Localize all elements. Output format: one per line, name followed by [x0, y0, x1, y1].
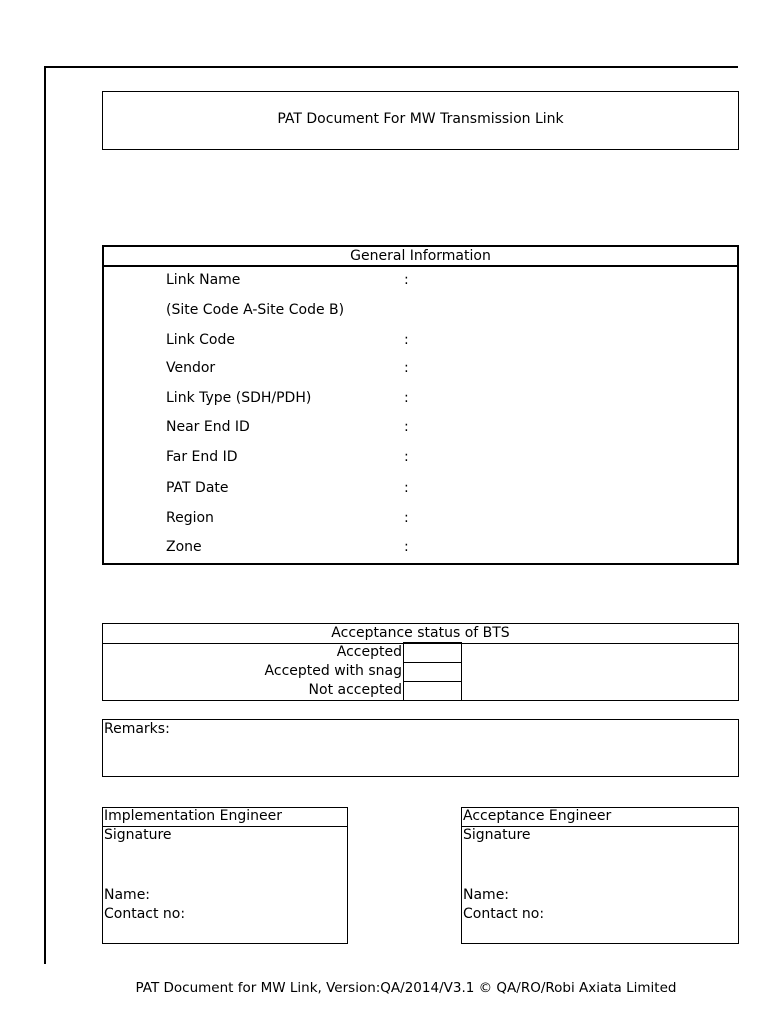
field-pat-date-colon: : [404, 480, 409, 496]
acceptance-name-label: Name: [463, 887, 510, 903]
field-link-code-colon: : [404, 332, 409, 348]
implementation-engineer-box [102, 807, 348, 944]
field-zone-label: Zone [166, 539, 202, 555]
field-region-label: Region [166, 510, 214, 526]
field-link-name-colon: : [404, 272, 409, 288]
remarks-box[interactable] [102, 719, 739, 777]
field-site-code-label: (Site Code A-Site Code B) [166, 302, 345, 318]
option-accepted-snag-checkbox[interactable] [403, 662, 462, 682]
implementation-contact-label: Contact no: [104, 906, 186, 922]
option-not-accepted-checkbox[interactable] [403, 681, 462, 701]
general-info-header: General Information [104, 247, 737, 267]
acceptance-engineer-box [461, 807, 739, 944]
option-accepted-checkbox[interactable] [403, 642, 462, 663]
field-far-end-colon: : [404, 449, 409, 465]
field-pat-date-label: PAT Date [166, 480, 229, 496]
field-vendor-colon: : [404, 360, 409, 376]
acceptance-contact-label: Contact no: [463, 906, 545, 922]
title-box [102, 91, 739, 150]
field-far-end-label: Far End ID [166, 449, 238, 465]
field-link-code-label: Link Code [166, 332, 235, 348]
page-left-border [44, 66, 46, 964]
option-accepted-snag-label: Accepted with snag [264, 663, 402, 679]
implementation-engineer-title: Implementation Engineer [103, 808, 347, 827]
acceptance-status-header: Acceptance status of BTS [103, 624, 738, 644]
option-accepted-label: Accepted [336, 644, 402, 660]
option-not-accepted-label: Not accepted [308, 682, 402, 698]
implementation-name-label: Name: [104, 887, 151, 903]
page-footer: PAT Document for MW Link, Version:QA/2014/V3.1 © QA/RO/Robi Axiata Limited [135, 980, 677, 996]
remarks-label: Remarks: [104, 721, 170, 737]
acceptance-signature-label: Signature [463, 827, 531, 843]
field-region-colon: : [404, 510, 409, 526]
page-title: PAT Document For MW Transmission Link [277, 111, 564, 127]
acceptance-engineer-title: Acceptance Engineer [462, 808, 738, 827]
field-zone-colon: : [404, 539, 409, 555]
field-near-end-label: Near End ID [166, 419, 250, 435]
field-link-type-label: Link Type (SDH/PDH) [166, 390, 312, 406]
implementation-signature-label: Signature [104, 827, 172, 843]
field-vendor-label: Vendor [166, 360, 216, 376]
field-near-end-colon: : [404, 419, 409, 435]
field-link-type-colon: : [404, 390, 409, 406]
page-top-border [44, 66, 738, 68]
field-link-name-label: Link Name [166, 272, 241, 288]
